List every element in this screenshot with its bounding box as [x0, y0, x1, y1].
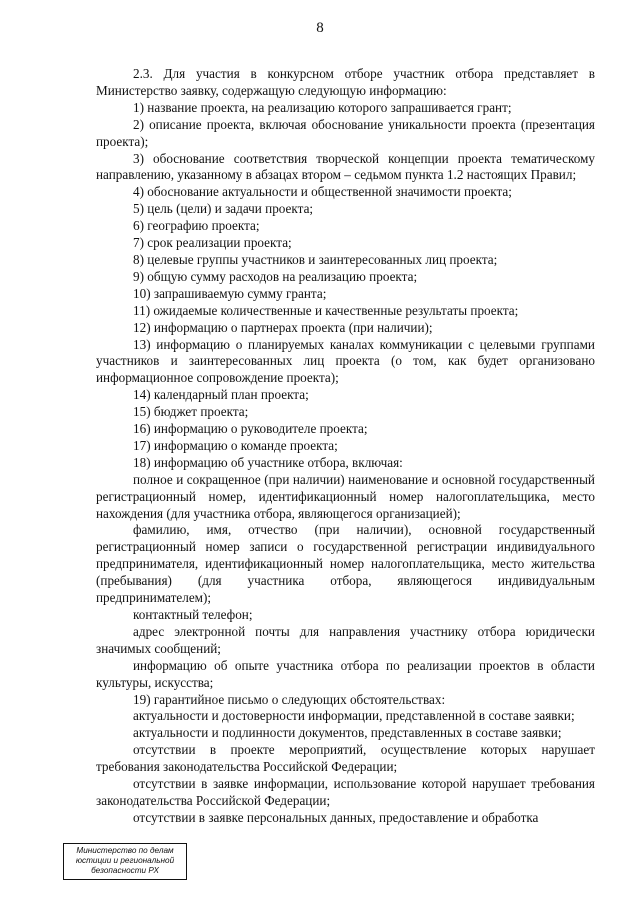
sub-item: отсутствии в проекте мероприятий, осуществление которых нарушает требования законодательства Российской Федерации; — [96, 742, 595, 775]
list-item: 5) цель (цели) и задачи проекта; — [133, 201, 314, 217]
sub-item: фамилию, имя, отчество (при наличии), основной государственный регистрационный номер записи о государственной регистрации индивидуального предпринимателя, идентификационный номер налогоплательщика, место жительства (пребывания) (для участника отбора, являющегося индивидуальным предпринимателем); — [96, 522, 595, 606]
list-item: 3) обоснование соответствия творческой концепции проекта тематическому направлению, указанному в абзацах втором – седьмом пункта 1.2 настоящих Правил; — [96, 150, 595, 183]
list-item: 2) описание проекта, включая обоснование уникальности проекта (презентация проекта); — [96, 116, 595, 149]
paragraph: 2.3. Для участия в конкурсном отборе участник отбора представляет в Министерство заявку, содержащую следующую информацию: — [96, 66, 595, 98]
ministry-stamp — [63, 843, 187, 880]
stamp-line: юстиции и региональной — [75, 856, 175, 865]
list-item: 18) информацию об участнике отбора, включая: — [133, 454, 403, 470]
list-item: 15) бюджет проекта; — [133, 404, 249, 420]
stamp-line: Министерство по делам — [76, 846, 174, 855]
sub-item: адрес электронной почты для направления участнику отбора юридически значимых сообщений; — [96, 623, 595, 656]
list-item: 4) обоснование актуальности и общественной значимости проекта; — [133, 184, 512, 200]
stamp-line: безопасности РХ — [91, 866, 159, 875]
list-item: 7) срок реализации проекта; — [133, 235, 292, 251]
list-item: 10) запрашиваемую сумму гранта; — [133, 285, 327, 301]
list-item: 12) информацию о партнерах проекта (при наличии); — [133, 319, 433, 335]
list-item: 16) информацию о руководителе проекта; — [133, 421, 368, 437]
list-item: 19) гарантийное письмо о следующих обстоятельствах: — [133, 691, 446, 707]
document-body — [96, 66, 595, 827]
list-item: 14) календарный план проекта; — [133, 387, 309, 403]
sub-item: актуальности и достоверности информации, представленной в составе заявки; — [133, 708, 575, 724]
list-item: 13) информацию о планируемых каналах коммуникации с целевыми группами участников и заинтересованных лиц проекта (о том, как будет организовано информационное сопровождение проекта); — [96, 336, 595, 386]
list-item: 9) общую сумму расходов на реализацию проекта; — [133, 268, 418, 284]
sub-item: полное и сокращенное (при наличии) наименование и основной государственный регистрационный номер, идентификационный номер налогоплательщика, место нахождения (для участника отбора, являющегося организацией); — [96, 471, 595, 521]
list-item: 1) название проекта, на реализацию которого запрашивается грант; — [133, 99, 512, 115]
sub-item: отсутствии в заявке информации, использование которой нарушает требования законодательства Российской Федерации; — [96, 776, 595, 808]
list-item: 11) ожидаемые количественные и качественные результаты проекта; — [133, 302, 519, 318]
list-item: 6) географию проекта; — [133, 218, 260, 234]
page-number: 8 — [316, 20, 324, 36]
sub-item: информацию об опыте участника отбора по реализации проектов в области культуры, искусства; — [96, 657, 595, 690]
sub-item: актуальности и подлинности документов, представленных в составе заявки; — [133, 725, 562, 741]
list-item: 8) целевые группы участников и заинтересованных лиц проекта; — [133, 251, 498, 267]
sub-item: контактный телефон; — [133, 607, 253, 622]
list-item: 17) информацию о команде проекта; — [133, 437, 338, 453]
sub-item: отсутствии в заявке персональных данных, предоставление и обработка — [133, 809, 539, 825]
